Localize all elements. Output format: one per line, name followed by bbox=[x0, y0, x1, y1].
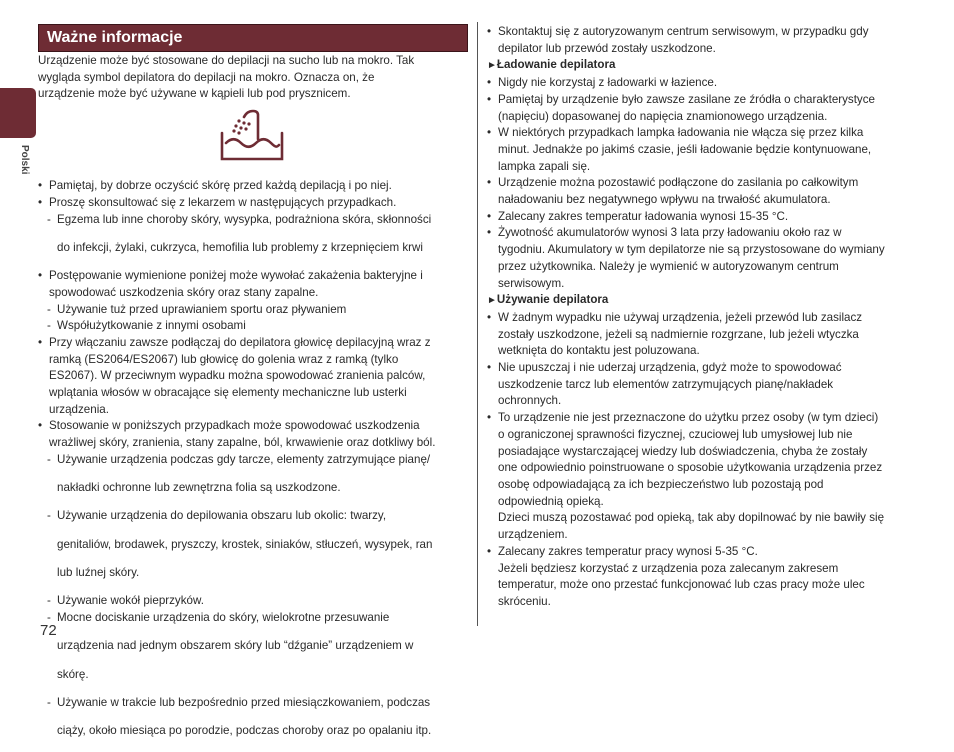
sub-item: - Używanie urządzenia do depilowania obszaru lub okolic: twarzy, bbox=[38, 508, 468, 525]
bullet-item: • Postępowanie wymienione poniżej może wywołać zakażenia bakteryjne i bbox=[38, 268, 468, 285]
bullet-continuation: Dzieci muszą pozostawać pod opieką, tak aby dopilnować by nie bawiły się bbox=[498, 511, 885, 525]
bullet-continuation: przez użytkownika. Należy je wymienić w autoryzowanym centrum bbox=[498, 259, 839, 273]
bullet-continuation: temperatur, może ono przestać funkcjonować lub czas pracy może ulec bbox=[498, 578, 865, 592]
bullet-continuation: minut. Jednakże po jakimś czasie, jeśli ładowanie będzie kontynuowane, bbox=[498, 142, 872, 156]
sub-item-continuation: do infekcji, żylaki, cukrzyca, hemofilia lub problemy z krzepnięciem krwi bbox=[57, 240, 423, 254]
bullet-continuation: ramką (ES2064/ES2067) lub głowicę do golenia wraz z ramką (tylko bbox=[49, 352, 399, 366]
bullet-continuation: o ograniczonej sprawności fizycznej, czuciowej lub umysłowej lub nie bbox=[498, 427, 853, 441]
bullet-continuation: one odpowiednio poinstruowane o sposobie użytkowania urządzenia przez bbox=[498, 461, 883, 475]
bullet-continuation: Jeżeli będziesz korzystać z urządzenia poza zalecanym zakresem bbox=[498, 561, 839, 575]
left-column bbox=[38, 24, 468, 752]
sub-item-continuation: nakładki ochronne lub zewnętrzna folia są uszkodzone. bbox=[57, 481, 341, 495]
intro-line: urządzenie może być używane w kąpieli lub pod prysznicem. bbox=[38, 87, 351, 101]
bullet-item: • Urządzenie można pozostawić podłączone do zasilania po całkowitym bbox=[487, 175, 927, 192]
bullet-continuation: wrażliwej skóry, zranienia, stany zapalne, ból, krwawienie oraz dotkliwy ból. bbox=[49, 436, 436, 450]
bullet-item: • Żywotność akumulatorów wynosi 3 lata przy ładowaniu około raz w bbox=[487, 225, 927, 242]
wet-use-symbol bbox=[38, 103, 468, 178]
bullet-continuation: wetknięta do kontaktu jest poluzowana. bbox=[498, 344, 700, 358]
page-number: 72 bbox=[40, 622, 57, 639]
intro-line: Urządzenie może być stosowane do depilacji na sucho lub na mokro. Tak bbox=[38, 54, 415, 67]
bullet-item: • Nie upuszczaj i nie uderzaj urządzenia, gdyż może to spowodować bbox=[487, 360, 927, 377]
bullet-continuation: odpowiednią opieką. bbox=[498, 494, 604, 508]
bullet-item: • Nigdy nie korzystaj z ładowarki w łazience. bbox=[487, 75, 927, 92]
bullet-continuation: osobę odpowiadającą za ich bezpieczeństwo lub pozostają pod bbox=[498, 477, 824, 491]
language-label: Polski bbox=[19, 145, 30, 175]
right-safety-list bbox=[487, 24, 927, 611]
bullet-continuation: wplątania włosów w obracające się elementy mechaniczne lub usterki bbox=[49, 386, 407, 400]
section-heading: Ważne informacje bbox=[38, 24, 468, 52]
sub-item-continuation: skórę. bbox=[57, 667, 89, 681]
sub-item-continuation: ciąży, około miesiąca po porodzie, podczas choroby oraz po opalaniu itp. bbox=[57, 724, 432, 738]
bullet-continuation: urządzenia. bbox=[49, 402, 109, 416]
language-side-tab bbox=[0, 88, 36, 138]
sub-item: - Używanie tuż przed uprawianiem sportu oraz pływaniem bbox=[38, 302, 468, 319]
bullet-item: • Pamiętaj, by dobrze oczyścić skórę przed każdą depilacją i po niej. bbox=[38, 178, 468, 195]
sub-item: - Współużytkowanie z innymi osobami bbox=[38, 318, 468, 335]
bullet-item: • Zalecany zakres temperatur pracy wynosi 5-35 °C. bbox=[487, 544, 927, 561]
bullet-item: • Stosowanie w poniższych przypadkach może spowodować uszkodzenia bbox=[38, 418, 468, 435]
bullet-continuation: naładowaniu bez negatywnego wpływu na trwałość akumulatora. bbox=[498, 193, 831, 207]
sub-item-continuation: genitaliów, brodawek, pryszczy, krostek, siniaków, stłuczeń, wysypek, ran bbox=[57, 537, 433, 551]
bath-shower-icon bbox=[218, 107, 288, 163]
bullet-continuation: depilator lub przewód zostały uszkodzone. bbox=[498, 41, 716, 55]
intro-paragraph bbox=[38, 53, 468, 103]
bullet-item: • W żadnym wypadku nie używaj urządzenia, jeżeli przewód lub zasilacz bbox=[487, 310, 927, 327]
bullet-continuation: skróceniu. bbox=[498, 594, 551, 608]
bullet-item: • Skontaktuj się z autoryzowanym centrum serwisowym, w przypadku gdy bbox=[487, 24, 927, 41]
bullet-continuation: zostały uszkodzone, jeżeli są nadmiernie rozgrzane, lub jeżeli wtyczka bbox=[498, 327, 859, 341]
bullet-continuation: spowodować uszkodzenia skóry oraz stany zapalne. bbox=[49, 285, 319, 299]
intro-line: wygląda symbol depilatora do depilacji na mokro. Oznacza on, że bbox=[38, 70, 375, 84]
bullet-item: • Przy włączaniu zawsze podłączaj do depilatora głowicę depilacyjną wraz z bbox=[38, 335, 468, 352]
sub-item: - Używanie w trakcie lub bezpośrednio przed miesiączkowaniem, podczas bbox=[38, 695, 468, 712]
sub-item-continuation: urządzenia nad jednym obszarem skóry lub “dźganie” urządzeniem w bbox=[57, 639, 414, 653]
bullet-continuation: ochronnych. bbox=[498, 394, 562, 408]
subsection-heading: ► Ładowanie depilatora bbox=[487, 57, 927, 75]
bullet-item: • To urządzenie nie jest przeznaczone do użytku przez osoby (w tym dzieci) bbox=[487, 410, 927, 427]
sub-item: - Mocne dociskanie urządzenia do skóry, wielokrotne przesuwanie bbox=[38, 610, 468, 627]
left-safety-list bbox=[38, 178, 468, 740]
sub-item: - Używanie urządzenia podczas gdy tarcze, elementy zatrzymujące pianę/ bbox=[38, 452, 468, 469]
bullet-continuation: urządzeniem. bbox=[498, 528, 568, 542]
sub-item: - Egzema lub inne choroby skóry, wysypka, podrażniona skóra, skłonności bbox=[38, 212, 468, 229]
bullet-continuation: uszkodzenie tarcz lub elementów zatrzymujących pianę/nakładek bbox=[498, 377, 834, 391]
bullet-item: • W niektórych przypadkach lampka ładowania nie włącza się przez kilka bbox=[487, 125, 927, 142]
bullet-continuation: posiadające wystarczającej wiedzy lub doświadczenia, chyba że zostały bbox=[498, 444, 868, 458]
sub-item: - Używanie wokół pieprzyków. bbox=[38, 593, 468, 610]
bullet-continuation: (napięciu) dopasowanej do napięcia znamionowego urządzenia. bbox=[498, 109, 828, 123]
right-column bbox=[487, 24, 927, 611]
bullet-continuation: tygodniu. Akumulatory w tym depilatorze nie są przystosowane do wymiany bbox=[498, 243, 885, 257]
bullet-item: • Zalecany zakres temperatur ładowania wynosi 15-35 °C. bbox=[487, 209, 927, 226]
column-divider bbox=[477, 22, 478, 626]
bullet-item: • Pamiętaj by urządzenie było zawsze zasilane ze źródła o charakterystyce bbox=[487, 92, 927, 109]
subsection-heading: ► Używanie depilatora bbox=[487, 292, 927, 310]
sub-item-continuation: lub luźnej skóry. bbox=[57, 566, 140, 580]
bullet-continuation: ES2067). W przeciwnym wypadku można spowodować zranienia palców, bbox=[49, 369, 426, 383]
bullet-item: • Proszę skonsultować się z lekarzem w następujących przypadkach. bbox=[38, 195, 468, 212]
bullet-continuation: serwisowym. bbox=[498, 276, 565, 290]
bullet-continuation: lampka zapali się. bbox=[498, 159, 591, 173]
